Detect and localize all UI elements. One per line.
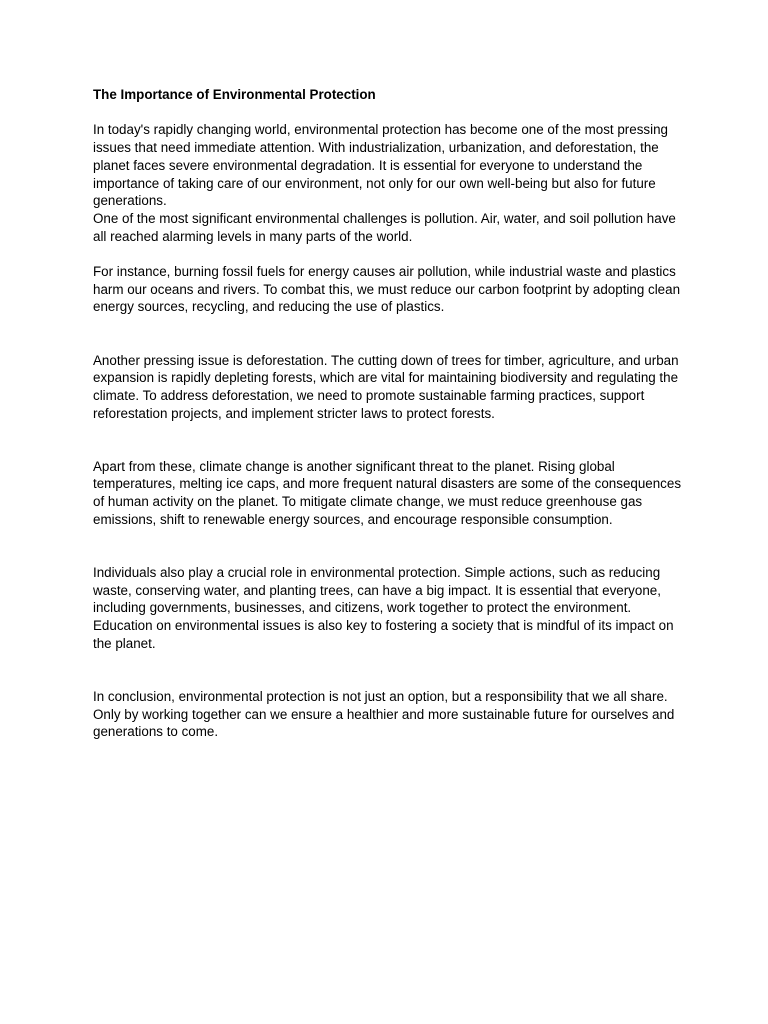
paragraph-spacer bbox=[93, 652, 683, 687]
paragraph-deforestation: Another pressing issue is deforestation. The cutting down of trees for timber, agriculture, and urban expansion is rapidly depleting forests, which are vital for maintaining biodiversity and regulating the climate. To address deforestation, we need to promote sustainable farming practices, support reforestation projects, and implement stricter laws to protect forests. bbox=[93, 352, 679, 421]
paragraph-individuals: Individuals also play a crucial role in environmental protection. Simple actions, such as reducing waste, conserving water, and planting trees, can have a big impact. It is essential that everyone, including governments, businesses, and citizens, work together to protect the environment. Education on environmental issues is also key to fostering a society that is mindful of its impact on the planet. bbox=[93, 564, 674, 651]
document-title: The Importance of Environmental Protection bbox=[93, 87, 376, 102]
paragraph-spacer bbox=[93, 316, 683, 351]
paragraph-conclusion: In conclusion, environmental protection is not just an option, but a responsibility that we all share. Only by working together can we ensure a healthier and more sustainable future for ourselves and generations to come. bbox=[93, 688, 675, 740]
document-page bbox=[93, 86, 683, 741]
paragraph-fossil-fuels: For instance, burning fossil fuels for energy causes air pollution, while industrial waste and plastics harm our oceans and rivers. To combat this, we must reduce our carbon footprint by adopting clean energy sources, recycling, and reducing the use of plastics. bbox=[93, 264, 681, 315]
paragraph-spacer bbox=[93, 245, 683, 263]
paragraph-spacer bbox=[93, 529, 683, 564]
paragraph-climate-change: Apart from these, climate change is another significant threat to the planet. Rising global temperatures, melting ice caps, and more frequent natural disasters are some of the consequences of human activity on the planet. To mitigate climate change, we must reduce greenhouse gas emissions, shift to renewable energy sources, and encourage responsible consumption. bbox=[93, 458, 682, 527]
paragraph-intro: In today's rapidly changing world, environmental protection has become one of the most pressing issues that need immediate attention. With industrialization, urbanization, and deforestation, the planet faces severe environmental degradation. It is essential for everyone to understand the importance of taking care of our environment, not only for our own well-being but also for future generations. bbox=[93, 122, 668, 209]
paragraph-spacer bbox=[93, 422, 683, 457]
paragraph-pollution: One of the most significant environmental challenges is pollution. Air, water, and soil pollution have all reached alarming levels in many parts of the world. bbox=[93, 210, 676, 244]
